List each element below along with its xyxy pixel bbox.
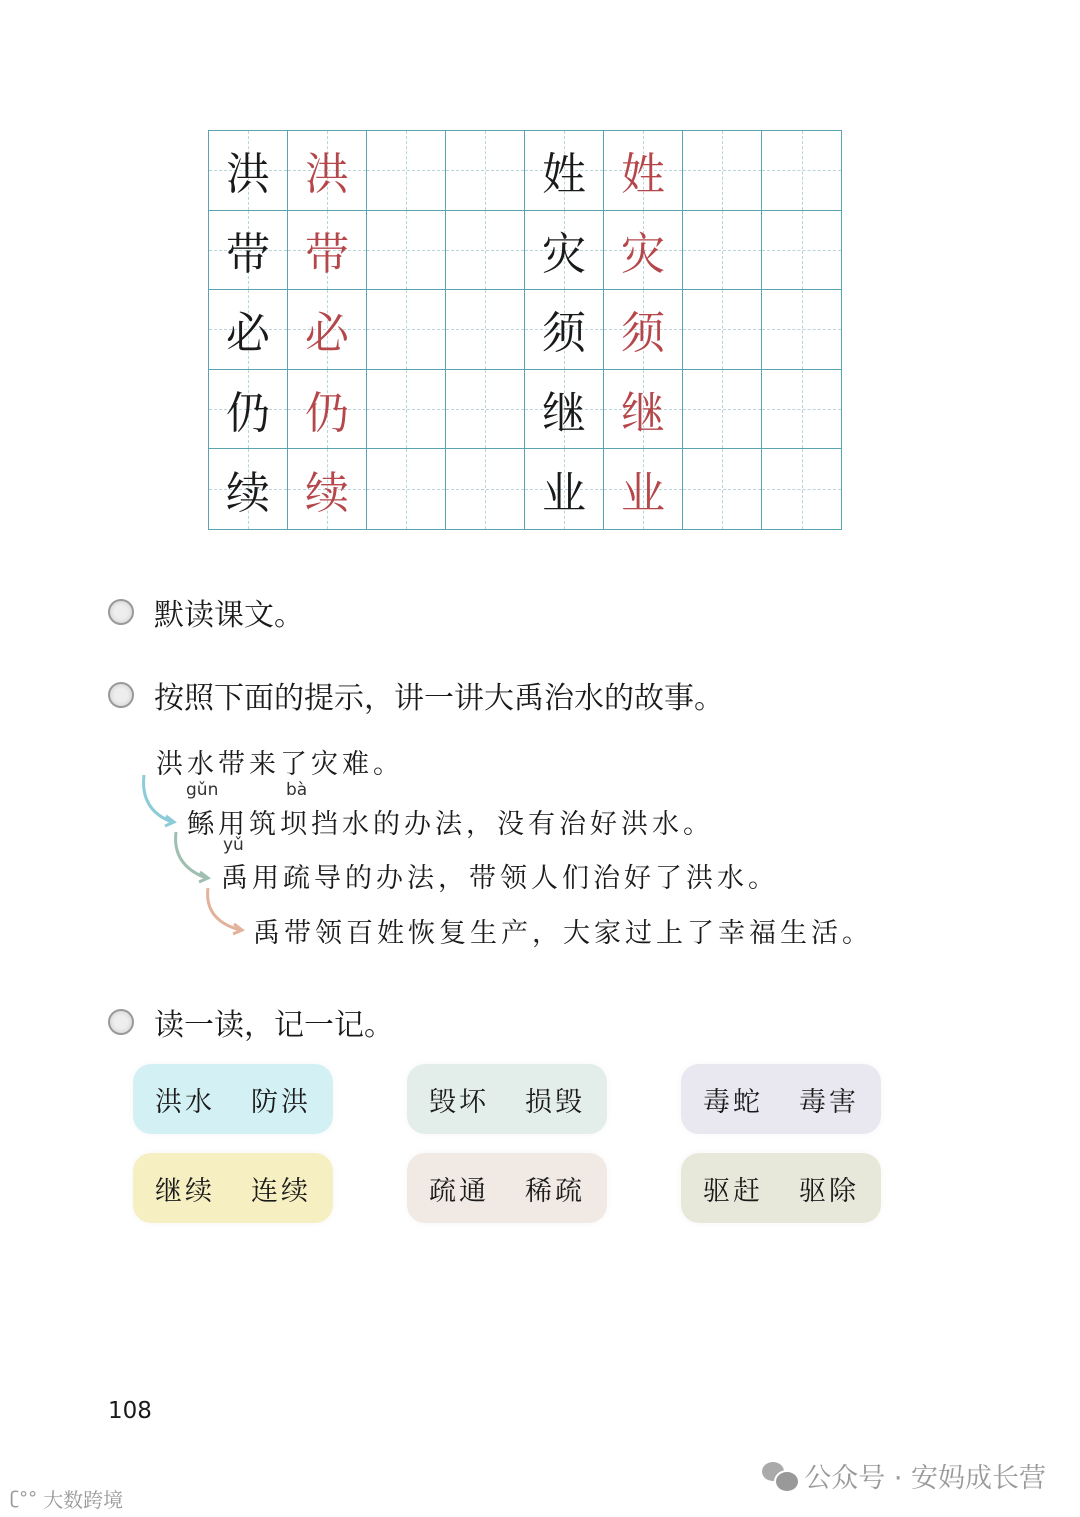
- story-line-4: 禹带领百姓恢复生产，大家过上了幸福生活。: [253, 918, 873, 949]
- grid-cell: [209, 290, 288, 370]
- model-character: 灾: [542, 228, 586, 280]
- trace-character: 必: [305, 308, 349, 360]
- grid-cell: [525, 290, 604, 370]
- grid-cell: [209, 211, 288, 291]
- model-character: 须: [542, 308, 586, 360]
- grid-cell: [604, 449, 683, 529]
- grid-cell: [525, 211, 604, 291]
- question-1: [108, 590, 304, 634]
- trace-character: 灾: [621, 228, 665, 280]
- grid-cell: [209, 370, 288, 450]
- story-line-2: 鲧用筑坝挡水的办法，没有治好洪水。: [187, 809, 714, 840]
- pinyin-yu: yǔ: [223, 835, 244, 855]
- word: 洪水: [155, 1086, 215, 1118]
- question-badge-icon: [108, 599, 134, 625]
- word: 防洪: [251, 1086, 311, 1118]
- page-number: 108: [108, 1398, 152, 1424]
- grid-cell: [367, 131, 446, 211]
- grid-cell: [683, 131, 762, 211]
- model-character: 带: [226, 228, 270, 280]
- grid-cell: [446, 449, 525, 529]
- pinyin-ba: bà: [286, 780, 308, 800]
- word: 驱赶: [703, 1175, 763, 1207]
- grid-cell: [525, 449, 604, 529]
- word-box: [407, 1064, 607, 1134]
- grid-cell: [525, 370, 604, 450]
- grid-cell: [288, 290, 367, 370]
- word: 连续: [251, 1175, 311, 1207]
- word: 损毁: [525, 1086, 585, 1118]
- trace-character: 仍: [305, 388, 349, 440]
- grid-cell: [525, 131, 604, 211]
- watermark-right: [762, 1456, 1046, 1495]
- grid-cell: [683, 211, 762, 291]
- grid-cell: [288, 131, 367, 211]
- word: 继续: [155, 1175, 215, 1207]
- wechat-icon: [762, 1462, 796, 1490]
- trace-character: 业: [621, 468, 665, 520]
- grid-cell: [762, 131, 841, 211]
- model-character: 继: [542, 388, 586, 440]
- grid-cell: [367, 449, 446, 529]
- watermark-text: 大数跨境: [43, 1488, 124, 1512]
- word-box: [133, 1153, 333, 1223]
- grid-cell: [762, 370, 841, 450]
- grid-cell: [762, 211, 841, 291]
- grid-cell: [367, 370, 446, 450]
- word-box: [407, 1153, 607, 1223]
- word: 毁坏: [429, 1086, 489, 1118]
- model-character: 业: [542, 468, 586, 520]
- grid-cell: [683, 290, 762, 370]
- question-3: [108, 1000, 394, 1044]
- word: 驱除: [799, 1175, 859, 1207]
- word: 毒蛇: [703, 1086, 763, 1118]
- arrow-1: [144, 775, 172, 822]
- trace-character: 带: [305, 228, 349, 280]
- question-text: 默读课文。: [154, 598, 304, 633]
- watermark-text: 公众号 · 安妈成长营: [804, 1463, 1046, 1494]
- grid-cell: [683, 449, 762, 529]
- grid-cell: [446, 290, 525, 370]
- word: 毒害: [799, 1086, 859, 1118]
- question-badge-icon: [108, 682, 134, 708]
- grid-cell: [762, 290, 841, 370]
- grid-cell: [604, 370, 683, 450]
- grid-cell: [446, 131, 525, 211]
- word: 稀疏: [525, 1175, 585, 1207]
- grid-cell: [288, 211, 367, 291]
- word: 疏通: [429, 1175, 489, 1207]
- model-character: 必: [226, 308, 270, 360]
- model-character: 仍: [226, 388, 270, 440]
- story-line-1: 洪水带来了灾难。: [156, 749, 404, 780]
- word-box: [681, 1153, 881, 1223]
- grid-cell: [446, 211, 525, 291]
- grid-cell: [604, 131, 683, 211]
- grid-cell: [367, 211, 446, 291]
- question-text: 读一读，记一记。: [154, 1008, 394, 1043]
- grid-cell: [367, 290, 446, 370]
- grid-cell: [288, 370, 367, 450]
- logo-icon: ʗ°°: [10, 1488, 38, 1509]
- grid-cell: [683, 370, 762, 450]
- trace-character: 续: [305, 468, 349, 520]
- question-badge-icon: [108, 1009, 134, 1035]
- question-text: 按照下面的提示，讲一讲大禹治水的故事。: [154, 681, 724, 716]
- grid-cell: [604, 290, 683, 370]
- word-box: [133, 1064, 333, 1134]
- question-2: [108, 673, 724, 717]
- grid-cell: [762, 449, 841, 529]
- trace-character: 继: [621, 388, 665, 440]
- grid-cell: [209, 131, 288, 211]
- grid-cell: [288, 449, 367, 529]
- model-character: 续: [226, 468, 270, 520]
- character-writing-grid: [208, 130, 842, 530]
- pinyin-gun: gǔn: [186, 780, 219, 800]
- trace-character: 须: [621, 308, 665, 360]
- trace-character: 姓: [621, 149, 665, 201]
- grid-cell: [604, 211, 683, 291]
- model-character: 洪: [226, 149, 270, 201]
- story-line-3: 禹用疏导的办法，带领人们治好了洪水。: [221, 863, 779, 894]
- grid-cell: [446, 370, 525, 450]
- watermark-left: [10, 1484, 123, 1513]
- model-character: 姓: [542, 149, 586, 201]
- grid-cell: [209, 449, 288, 529]
- word-box: [681, 1064, 881, 1134]
- trace-character: 洪: [305, 149, 349, 201]
